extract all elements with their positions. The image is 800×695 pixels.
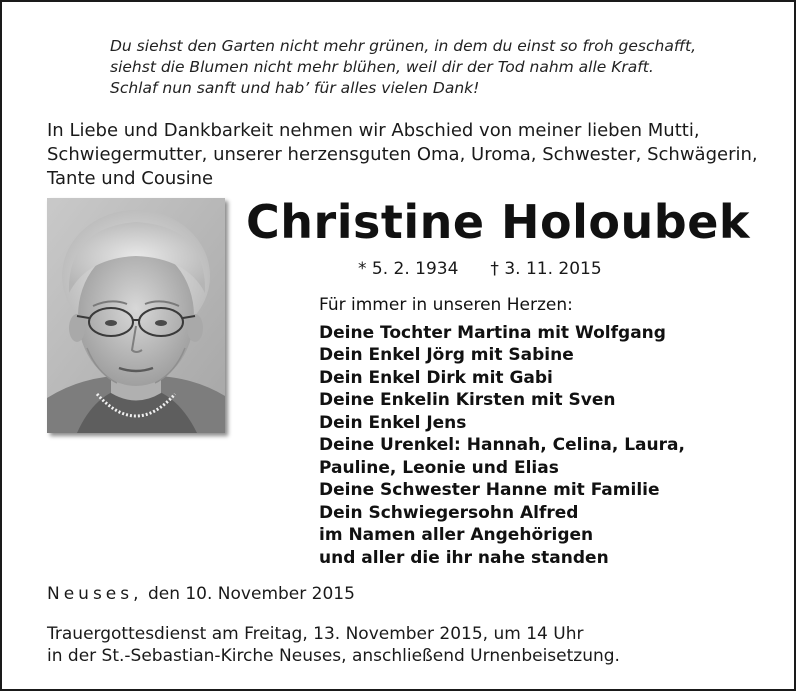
funeral-service-info bbox=[47, 623, 620, 667]
mourner-line: Pauline, Leonie und Elias bbox=[319, 457, 559, 478]
mourner-line: Deine Schwester Hanne mit Familie bbox=[319, 480, 660, 500]
mourner-line: Deine Tochter Martina mit Wolfgang bbox=[319, 322, 666, 343]
notice-date: den 10. November 2015 bbox=[147, 584, 355, 604]
deceased-name: Christine Holoubek bbox=[246, 195, 750, 249]
intro-text bbox=[47, 119, 777, 191]
mourner-line: Dein Enkel Jens bbox=[319, 412, 467, 433]
mourner-line: im Namen aller Angehörigen bbox=[319, 525, 594, 545]
service-line: in der St.-Sebastian-Kirche Neuses, anschließend Urnenbeisetzung. bbox=[47, 646, 620, 666]
mourners-heading: Für immer in unseren Herzen: bbox=[319, 295, 573, 315]
intro-line: Tante und Cousine bbox=[47, 168, 214, 189]
intro-line: In Liebe und Dankbarkeit nehmen wir Abschied von meiner lieben Mutti, bbox=[47, 120, 700, 141]
mourner-line: Deine Enkelin Kirsten mit Sven bbox=[319, 390, 616, 410]
poem bbox=[110, 36, 696, 99]
place-and-date bbox=[47, 583, 355, 605]
death-date: † 3. 11. 2015 bbox=[490, 259, 602, 279]
poem-line: Schlaf nun sanft und hab’ für alles vielen Dank! bbox=[110, 79, 480, 97]
poem-line: siehst die Blumen nicht mehr blühen, weil dir der Tod nahm alle Kraft. bbox=[110, 58, 654, 76]
mourner-line: und aller die ihr nahe standen bbox=[319, 547, 609, 568]
town-name: Neuses, bbox=[47, 584, 143, 604]
mourners-list bbox=[319, 294, 685, 569]
poem-line: Du siehst den Garten nicht mehr grünen, in dem du einst so froh geschafft, bbox=[110, 37, 697, 55]
mourner-line: Dein Enkel Dirk mit Gabi bbox=[319, 367, 553, 388]
mourner-line: Dein Enkel Jörg mit Sabine bbox=[319, 345, 574, 365]
life-dates bbox=[358, 258, 602, 280]
portrait-photo bbox=[47, 198, 225, 433]
service-line: Trauergottesdienst am Freitag, 13. November 2015, um 14 Uhr bbox=[47, 624, 584, 644]
mourner-line: Dein Schwiegersohn Alfred bbox=[319, 502, 579, 523]
mourner-line: Deine Urenkel: Hannah, Celina, Laura, bbox=[319, 435, 685, 455]
intro-line: Schwiegermutter, unserer herzensguten Oma, Uroma, Schwester, Schwägerin, bbox=[47, 144, 758, 165]
birth-date: * 5. 2. 1934 bbox=[358, 259, 459, 279]
